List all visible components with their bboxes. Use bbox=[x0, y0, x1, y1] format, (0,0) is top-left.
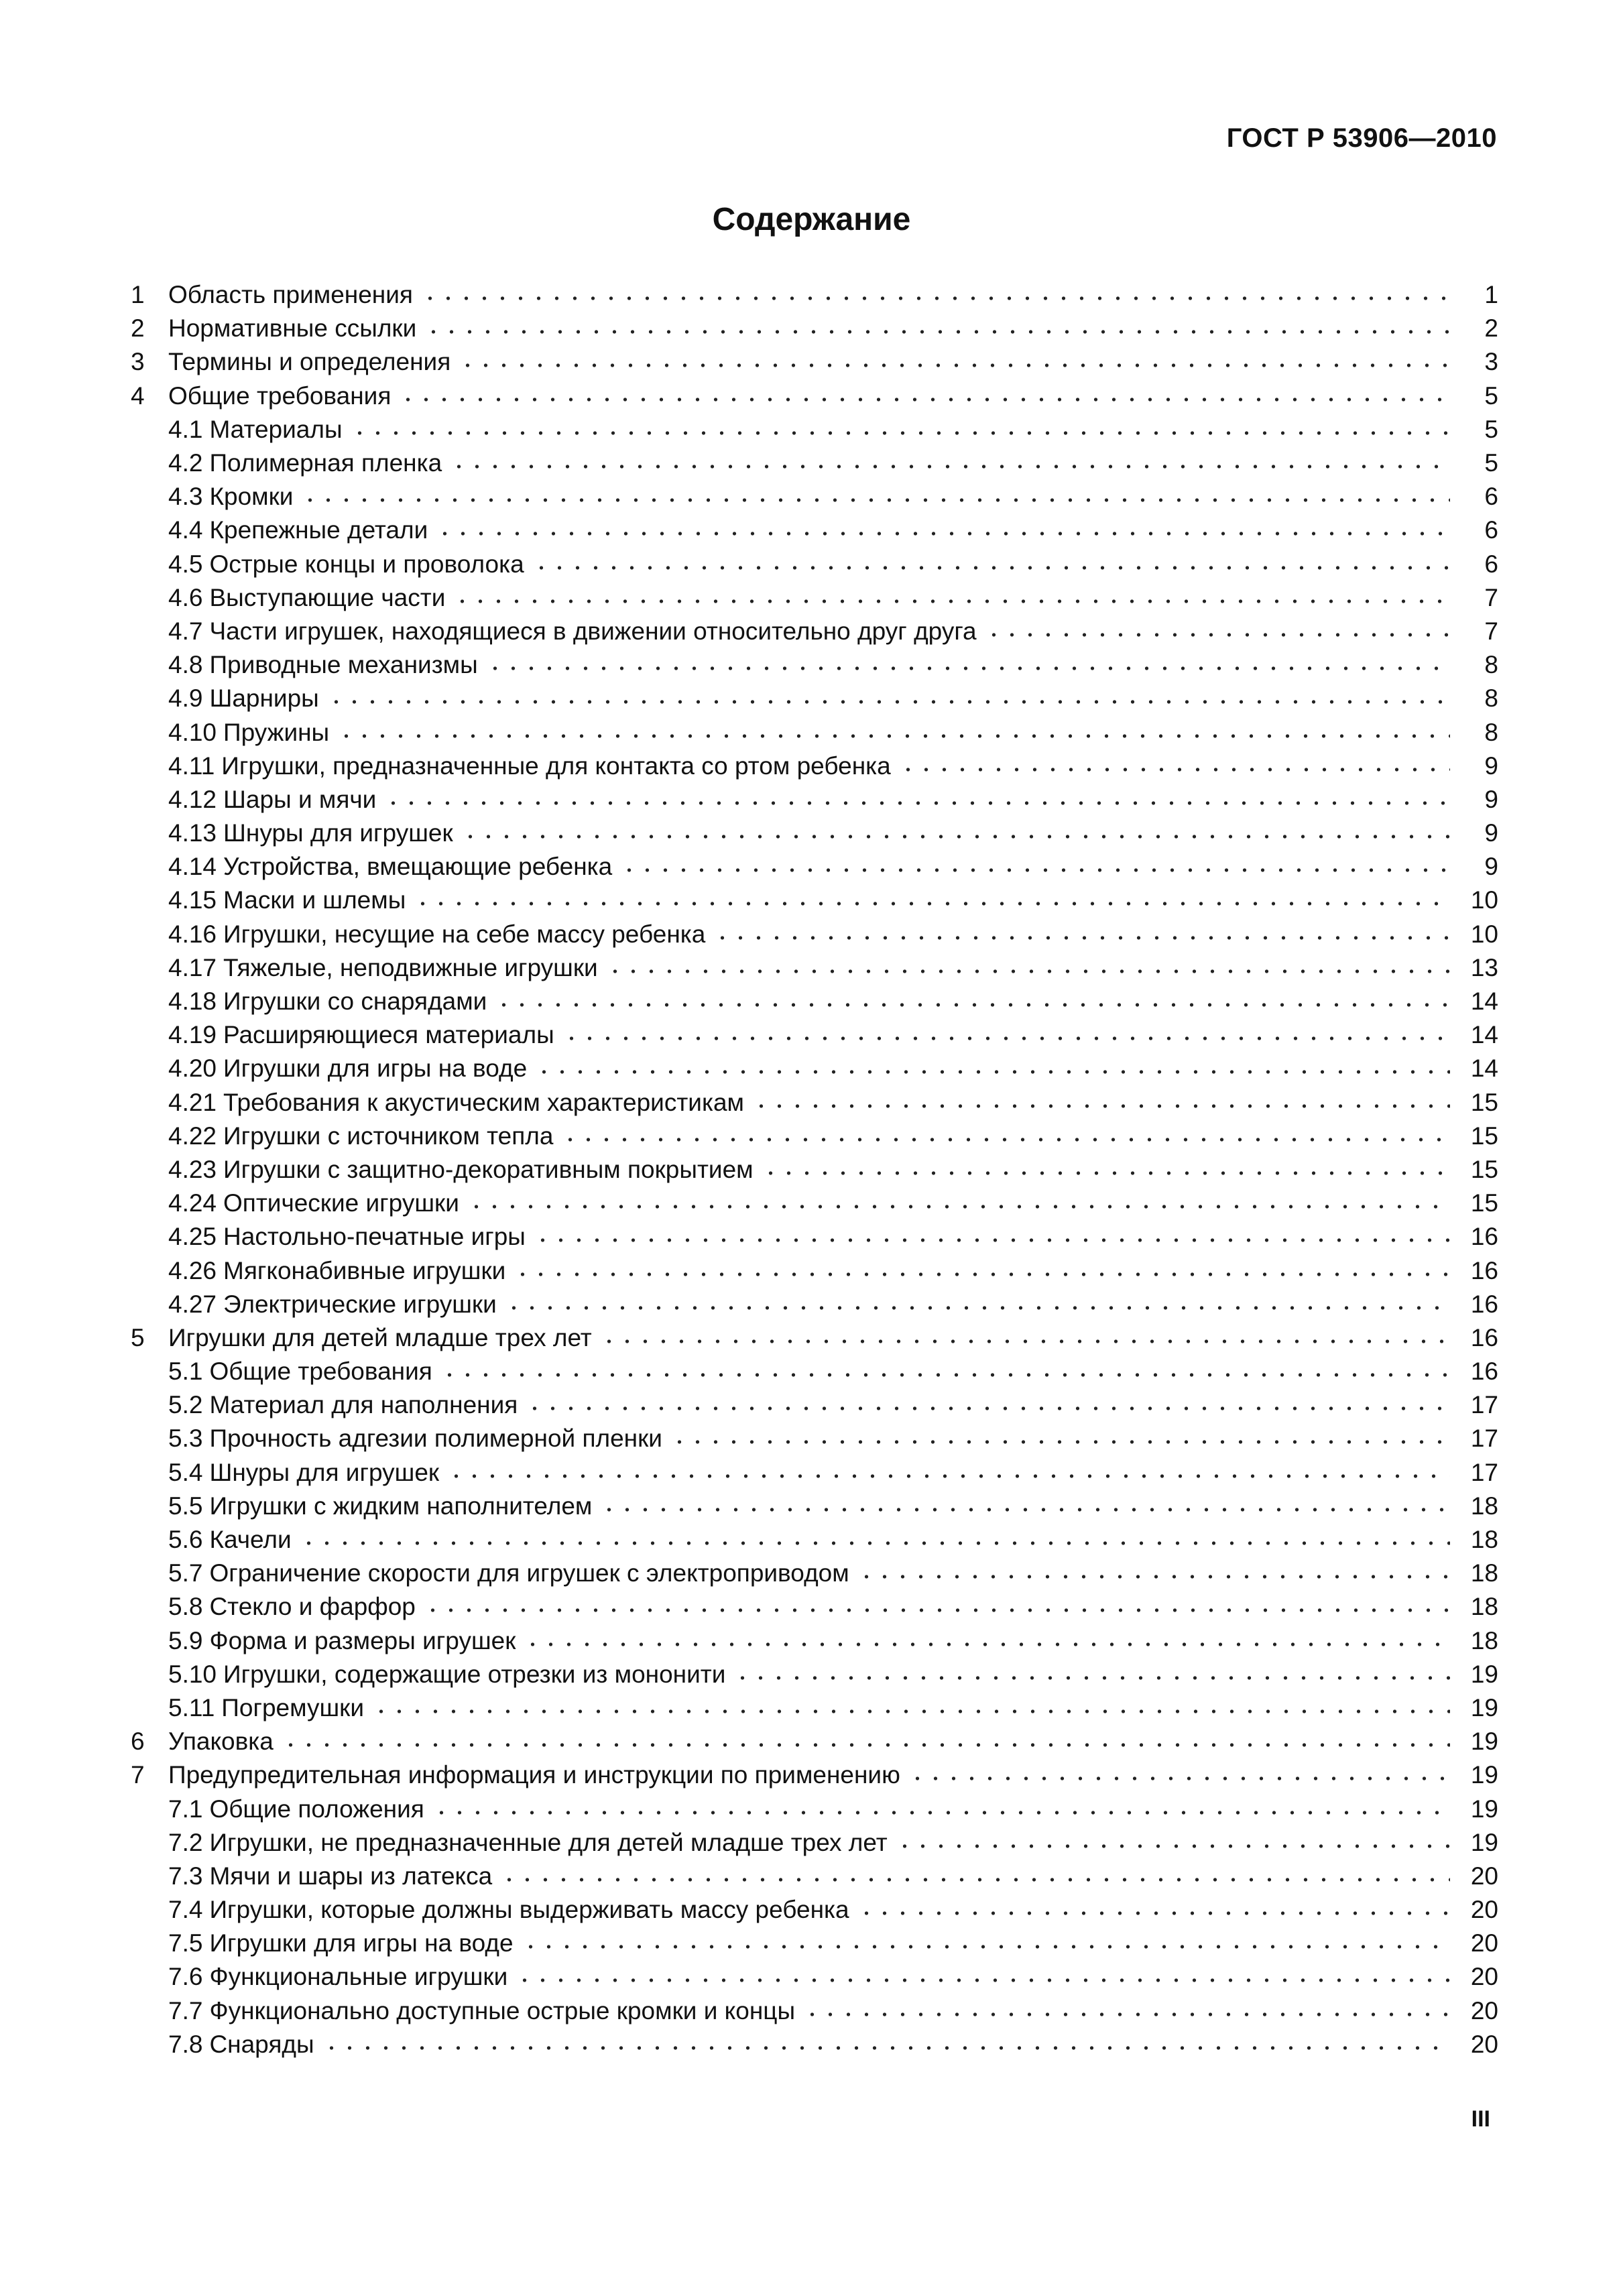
dot-leader bbox=[453, 591, 1450, 611]
toc-entry[interactable] bbox=[131, 2028, 1498, 2061]
toc-entry-page: 9 bbox=[1484, 819, 1498, 847]
toc-entry-title: Общие требования bbox=[168, 381, 392, 410]
toc-entry[interactable] bbox=[131, 918, 1498, 951]
toc-entry-title: Шнуры для игрушек bbox=[209, 1458, 440, 1486]
toc-entry[interactable] bbox=[131, 548, 1498, 581]
toc-entry-number: 4.8 bbox=[168, 651, 203, 679]
toc-entry-title: Острые концы и проволока bbox=[209, 550, 524, 578]
toc-entry-title: Пружины bbox=[223, 718, 330, 746]
dot-leader bbox=[372, 1701, 1450, 1721]
toc-entry-page: 19 bbox=[1470, 1761, 1498, 1789]
dot-leader bbox=[606, 961, 1450, 981]
toc-entry-page: 8 bbox=[1484, 684, 1498, 713]
toc-entry-number: 4.7 bbox=[168, 617, 203, 645]
toc-entry[interactable] bbox=[131, 1018, 1498, 1052]
toc-entry-number: 4.1 bbox=[168, 415, 203, 443]
dot-leader bbox=[505, 1298, 1450, 1318]
toc-entry[interactable] bbox=[131, 1893, 1498, 1927]
toc-entry-page: 15 bbox=[1470, 1088, 1498, 1116]
toc-entry-page: 18 bbox=[1470, 1626, 1498, 1654]
toc-entry[interactable] bbox=[131, 513, 1498, 547]
toc-entry-number: 4.18 bbox=[168, 987, 217, 1016]
toc-entry-title: Функционально доступные острые кромки и концы bbox=[209, 1996, 796, 2025]
toc-entry-page: 20 bbox=[1470, 1896, 1498, 1924]
toc-entry-page: 7 bbox=[1484, 617, 1498, 645]
toc-entry-number: 5.7 bbox=[168, 1559, 203, 1587]
toc-entry-page: 16 bbox=[1470, 1223, 1498, 1251]
dot-leader bbox=[495, 995, 1450, 1015]
toc-entry-number: 4.26 bbox=[168, 1256, 217, 1284]
dot-leader bbox=[896, 1836, 1450, 1856]
toc-entry-page: 13 bbox=[1470, 953, 1498, 981]
toc-entry[interactable] bbox=[131, 1523, 1498, 1557]
toc-entry-page: 14 bbox=[1470, 1021, 1498, 1049]
toc-entry-number: 4.23 bbox=[168, 1155, 217, 1183]
toc-entry-page: 19 bbox=[1470, 1795, 1498, 1823]
toc-entry[interactable] bbox=[131, 1860, 1498, 1893]
dot-leader bbox=[399, 389, 1450, 410]
toc-entry-page: 9 bbox=[1484, 751, 1498, 780]
toc-entry-page: 20 bbox=[1470, 1929, 1498, 1957]
toc-entry-title: Игрушки для игры на воде bbox=[223, 1054, 528, 1083]
toc-entry[interactable] bbox=[131, 1758, 1498, 1792]
toc-entry-title: Электрические игрушки bbox=[223, 1290, 497, 1318]
standard-designation: ГОСТ Р 53906—2010 bbox=[1226, 123, 1497, 153]
toc-entry-title: Предупредительная информация и инструкции по применению bbox=[168, 1761, 900, 1789]
dot-leader bbox=[301, 490, 1450, 510]
toc-entry-title: Игрушки, предназначенные для контакта со ртом ребенка bbox=[221, 751, 891, 780]
toc-entry-page: 3 bbox=[1484, 348, 1498, 376]
toc-entry[interactable] bbox=[131, 1960, 1498, 1994]
dot-leader bbox=[384, 793, 1450, 813]
toc-entry-title: Игрушки с жидким наполнителем bbox=[209, 1492, 593, 1520]
toc-entry-page: 8 bbox=[1484, 651, 1498, 679]
dot-leader bbox=[322, 2038, 1450, 2058]
toc-entry-number: 4.15 bbox=[168, 886, 217, 914]
toc-entry-page: 10 bbox=[1470, 920, 1498, 948]
toc-entry-title: Приводные механизмы bbox=[209, 651, 478, 679]
toc-entry-number: 4.9 bbox=[168, 684, 203, 713]
toc-entry-page: 17 bbox=[1470, 1425, 1498, 1453]
dot-leader bbox=[803, 2004, 1450, 2025]
dot-leader bbox=[532, 558, 1450, 578]
toc-entry-title: Игрушки для детей младше трех лет bbox=[168, 1323, 592, 1351]
toc-entry[interactable] bbox=[131, 985, 1498, 1018]
toc-entry[interactable] bbox=[131, 1120, 1498, 1153]
dot-leader bbox=[522, 1937, 1450, 1957]
dot-leader bbox=[899, 760, 1450, 780]
toc-entry-title: Мячи и шары из латекса bbox=[209, 1862, 493, 1890]
page-title: Содержание bbox=[712, 202, 911, 237]
toc-entry-number: 3 bbox=[131, 348, 145, 376]
toc-entry-title: Игрушки, не предназначенные для детей младше трех лет bbox=[209, 1828, 888, 1856]
toc-entry-page: 16 bbox=[1470, 1323, 1498, 1351]
toc-entry-number: 5.10 bbox=[168, 1660, 217, 1688]
toc-entry[interactable] bbox=[131, 1725, 1498, 1758]
toc-entry-number: 7.5 bbox=[168, 1929, 203, 1957]
toc-entry-page: 20 bbox=[1470, 1963, 1498, 1991]
dot-leader bbox=[337, 726, 1450, 746]
toc-entry-page: 1 bbox=[1484, 281, 1498, 309]
dot-leader bbox=[524, 1634, 1450, 1654]
toc-entry[interactable] bbox=[131, 1422, 1498, 1455]
toc-entry[interactable] bbox=[131, 951, 1498, 985]
toc-entry-number: 6 bbox=[131, 1728, 145, 1756]
toc-entry-page: 8 bbox=[1484, 718, 1498, 746]
toc-entry[interactable] bbox=[131, 480, 1498, 513]
toc-entry-number: 7.7 bbox=[168, 1996, 203, 2025]
toc-entry-page: 7 bbox=[1484, 583, 1498, 611]
toc-entry[interactable] bbox=[131, 648, 1498, 682]
dot-leader bbox=[421, 288, 1450, 308]
toc-entry[interactable] bbox=[131, 278, 1498, 312]
dot-leader bbox=[440, 1365, 1450, 1385]
toc-entry[interactable] bbox=[131, 1624, 1498, 1658]
dot-leader bbox=[447, 1466, 1450, 1486]
toc-entry[interactable] bbox=[131, 1590, 1498, 1624]
toc-entry-number: 4 bbox=[131, 381, 145, 410]
toc-entry-title: Общие положения bbox=[209, 1795, 424, 1823]
toc-entry-number: 7.4 bbox=[168, 1896, 203, 1924]
dot-leader bbox=[733, 1668, 1450, 1688]
toc-entry-page: 18 bbox=[1470, 1593, 1498, 1621]
dot-leader bbox=[486, 658, 1450, 678]
toc-entry-title: Полимерная пленка bbox=[209, 449, 442, 477]
toc-entry-number: 7.8 bbox=[168, 2030, 203, 2058]
toc-entry-number: 4.25 bbox=[168, 1223, 217, 1251]
toc-entry[interactable] bbox=[131, 850, 1498, 884]
toc-entry-page: 17 bbox=[1470, 1391, 1498, 1419]
toc-entry-title: Стекло и фарфор bbox=[209, 1593, 416, 1621]
toc-entry-page: 9 bbox=[1484, 853, 1498, 881]
toc-entry-page: 2 bbox=[1484, 314, 1498, 343]
toc-entry-page: 14 bbox=[1470, 1054, 1498, 1083]
toc-entry-title: Шарниры bbox=[209, 684, 319, 713]
toc-entry-number: 7.6 bbox=[168, 1963, 203, 1991]
toc-entry-title: Термины и определения bbox=[168, 348, 451, 376]
toc-entry-title: Упаковка bbox=[168, 1728, 274, 1756]
toc-entry-title: Качели bbox=[209, 1526, 292, 1554]
dot-leader bbox=[600, 1331, 1450, 1351]
dot-leader bbox=[424, 1600, 1450, 1620]
toc-entry-number: 5.11 bbox=[168, 1693, 215, 1721]
toc-entry-number: 7.1 bbox=[168, 1795, 203, 1823]
toc-entry-number: 5.3 bbox=[168, 1425, 203, 1453]
toc-entry-number: 7 bbox=[131, 1761, 145, 1789]
toc-entry-title: Материалы bbox=[209, 415, 343, 443]
dot-leader bbox=[414, 894, 1450, 914]
toc-entry[interactable] bbox=[131, 1826, 1498, 1860]
toc-entry-number: 4.3 bbox=[168, 483, 203, 511]
toc-entry-page: 16 bbox=[1470, 1357, 1498, 1386]
toc-entry-title: Устройства, вмещающие ребенка bbox=[223, 853, 613, 881]
toc-entry[interactable] bbox=[131, 1994, 1498, 2028]
toc-entry-title: Выступающие части bbox=[209, 583, 446, 611]
toc-entry[interactable] bbox=[131, 1691, 1498, 1725]
toc-entry[interactable] bbox=[131, 1490, 1498, 1523]
toc-entry[interactable] bbox=[131, 345, 1498, 379]
toc-entry-page: 18 bbox=[1470, 1526, 1498, 1554]
toc-entry[interactable] bbox=[131, 581, 1498, 615]
toc-entry-title: Оптические игрушки bbox=[223, 1189, 459, 1217]
toc-entry[interactable] bbox=[131, 1187, 1498, 1220]
toc-entry-title: Шары и мячи bbox=[223, 785, 377, 813]
toc-entry-number: 5.2 bbox=[168, 1391, 203, 1419]
dot-leader bbox=[857, 1903, 1450, 1923]
toc-entry-number: 4.12 bbox=[168, 785, 217, 813]
toc-entry-title: Игрушки, несущие на себе массу ребенка bbox=[223, 920, 706, 948]
toc-entry[interactable] bbox=[131, 1658, 1498, 1691]
toc-entry[interactable] bbox=[131, 1153, 1498, 1187]
dot-leader bbox=[300, 1533, 1450, 1553]
toc-entry-number: 4.5 bbox=[168, 550, 203, 578]
dot-leader bbox=[561, 1130, 1450, 1150]
toc-entry-page: 19 bbox=[1470, 1728, 1498, 1756]
toc-entry-title: Область применения bbox=[168, 281, 413, 309]
toc-entry-page: 19 bbox=[1470, 1660, 1498, 1688]
toc-entry-page: 9 bbox=[1484, 785, 1498, 813]
page-number: III bbox=[1471, 2106, 1490, 2132]
dot-leader bbox=[450, 457, 1450, 477]
toc-entry[interactable] bbox=[131, 884, 1498, 917]
toc-entry[interactable] bbox=[131, 1254, 1498, 1287]
toc-entry-page: 14 bbox=[1470, 987, 1498, 1016]
toc-entry-number: 4.2 bbox=[168, 449, 203, 477]
toc-entry-title: Погремушки bbox=[221, 1693, 364, 1721]
toc-entry-page: 5 bbox=[1484, 381, 1498, 410]
toc-entry-number: 4.16 bbox=[168, 920, 217, 948]
toc-entry-page: 18 bbox=[1470, 1559, 1498, 1587]
dot-leader bbox=[752, 1096, 1450, 1116]
toc-entry[interactable] bbox=[131, 446, 1498, 480]
dot-leader bbox=[857, 1567, 1450, 1587]
toc-entry[interactable] bbox=[131, 379, 1498, 413]
toc-entry[interactable] bbox=[131, 1388, 1498, 1422]
toc-entry-title: Части игрушек, находящиеся в движении относительно друг друга bbox=[209, 617, 977, 645]
toc-entry[interactable] bbox=[131, 413, 1498, 446]
toc-entry-title: Функциональные игрушки bbox=[209, 1963, 508, 1991]
toc-entry[interactable] bbox=[131, 749, 1498, 783]
toc-entry-number: 4.20 bbox=[168, 1054, 217, 1083]
toc-entry-number: 4.11 bbox=[168, 751, 215, 780]
toc-entry-title: Общие требования bbox=[209, 1357, 432, 1386]
toc-entry-title: Игрушки, которые должны выдерживать массу ребенка bbox=[209, 1896, 849, 1924]
toc-entry-page: 6 bbox=[1484, 550, 1498, 578]
toc-entry[interactable] bbox=[131, 1792, 1498, 1825]
dot-leader bbox=[535, 1062, 1450, 1082]
toc-entry-page: 16 bbox=[1470, 1256, 1498, 1284]
dot-leader bbox=[351, 423, 1450, 443]
toc-entry-number: 2 bbox=[131, 314, 145, 343]
dot-leader bbox=[461, 827, 1450, 847]
toc-entry[interactable] bbox=[131, 1355, 1498, 1388]
toc-entry-page: 18 bbox=[1470, 1492, 1498, 1520]
toc-entry-title: Материал для наполнения bbox=[209, 1391, 518, 1419]
toc-entry-number: 4.24 bbox=[168, 1189, 217, 1217]
dot-leader bbox=[459, 355, 1450, 375]
dot-leader bbox=[534, 1230, 1450, 1250]
toc-entry-page: 5 bbox=[1484, 415, 1498, 443]
toc-entry-page: 15 bbox=[1470, 1155, 1498, 1183]
toc-entry-number: 1 bbox=[131, 281, 145, 309]
toc-entry-title: Мягконабивные игрушки bbox=[223, 1256, 506, 1284]
dot-leader bbox=[432, 1803, 1450, 1823]
dot-leader bbox=[467, 1197, 1450, 1217]
toc-entry[interactable] bbox=[131, 1321, 1498, 1355]
toc-entry-page: 15 bbox=[1470, 1189, 1498, 1217]
dot-leader bbox=[985, 625, 1450, 645]
toc-entry[interactable] bbox=[131, 1220, 1498, 1254]
toc-entry-title: Шнуры для игрушек bbox=[223, 819, 453, 847]
toc-entry[interactable] bbox=[131, 312, 1498, 345]
toc-entry-title: Настольно-печатные игры bbox=[223, 1223, 526, 1251]
toc-entry-title: Тяжелые, неподвижные игрушки bbox=[223, 953, 598, 981]
toc-entry-number: 4.17 bbox=[168, 953, 217, 981]
toc-entry-number: 5.9 bbox=[168, 1626, 203, 1654]
toc-entry-number: 5.8 bbox=[168, 1593, 203, 1621]
toc-entry-page: 19 bbox=[1470, 1693, 1498, 1721]
dot-leader bbox=[713, 928, 1450, 948]
toc-entry-number: 5.5 bbox=[168, 1492, 203, 1520]
toc-entry[interactable] bbox=[131, 1927, 1498, 1960]
dot-leader bbox=[620, 860, 1450, 880]
dot-leader bbox=[500, 1870, 1450, 1890]
toc-entry[interactable] bbox=[131, 783, 1498, 817]
toc-entry-title: Требования к акустическим характеристикам bbox=[223, 1088, 744, 1116]
toc-entry[interactable] bbox=[131, 1052, 1498, 1085]
dot-leader bbox=[514, 1264, 1450, 1284]
toc-entry-page: 16 bbox=[1470, 1290, 1498, 1318]
toc-entry-title: Игрушки со снарядами bbox=[223, 987, 487, 1016]
toc-entry-title: Игрушки, содержащие отрезки из мононити bbox=[223, 1660, 726, 1688]
toc-entry-title: Расширяющиеся материалы bbox=[223, 1021, 554, 1049]
toc-entry-page: 15 bbox=[1470, 1122, 1498, 1150]
toc-entry-page: 5 bbox=[1484, 449, 1498, 477]
toc-entry[interactable] bbox=[131, 682, 1498, 715]
toc-entry-title: Маски и шлемы bbox=[223, 886, 406, 914]
toc-entry-page: 20 bbox=[1470, 1996, 1498, 2025]
toc-entry-number: 4.27 bbox=[168, 1290, 217, 1318]
toc-entry-number: 5 bbox=[131, 1323, 145, 1351]
toc-entry-title: Игрушки с защитно-декоративным покрытием bbox=[223, 1155, 754, 1183]
toc-entry[interactable] bbox=[131, 817, 1498, 850]
toc-entry-title: Нормативные ссылки bbox=[168, 314, 417, 343]
toc-entry-number: 4.10 bbox=[168, 718, 217, 746]
dot-leader bbox=[600, 1500, 1450, 1520]
toc-entry[interactable] bbox=[131, 1557, 1498, 1590]
toc-entry-number: 4.13 bbox=[168, 819, 217, 847]
toc-entry-page: 6 bbox=[1484, 516, 1498, 544]
table-of-contents bbox=[131, 278, 1498, 2061]
toc-entry-number: 4.19 bbox=[168, 1021, 217, 1049]
toc-entry-title: Ограничение скорости для игрушек с электроприводом bbox=[209, 1559, 849, 1587]
toc-entry-number: 4.4 bbox=[168, 516, 203, 544]
toc-entry-title: Форма и размеры игрушек bbox=[209, 1626, 516, 1654]
toc-entry-number: 4.6 bbox=[168, 583, 203, 611]
toc-entry-page: 6 bbox=[1484, 483, 1498, 511]
toc-entry-number: 4.14 bbox=[168, 853, 217, 881]
toc-entry-number: 5.6 bbox=[168, 1526, 203, 1554]
dot-leader bbox=[908, 1768, 1450, 1789]
toc-entry-title: Кромки bbox=[209, 483, 294, 511]
dot-leader bbox=[762, 1163, 1450, 1183]
dot-leader bbox=[516, 1970, 1450, 1990]
toc-entry-number: 5.4 bbox=[168, 1458, 203, 1486]
toc-entry-title: Прочность адгезии полимерной пленки bbox=[209, 1425, 662, 1453]
toc-entry-page: 20 bbox=[1470, 1862, 1498, 1890]
toc-entry-title: Игрушки с источником тепла bbox=[223, 1122, 554, 1150]
toc-entry-title: Снаряды bbox=[209, 2030, 314, 2058]
toc-entry-title: Игрушки для игры на воде bbox=[209, 1929, 514, 1957]
toc-entry-page: 10 bbox=[1470, 886, 1498, 914]
toc-entry-page: 17 bbox=[1470, 1458, 1498, 1486]
toc-entry-page: 19 bbox=[1470, 1828, 1498, 1856]
toc-entry[interactable] bbox=[131, 615, 1498, 648]
dot-leader bbox=[670, 1432, 1450, 1452]
dot-leader bbox=[282, 1735, 1450, 1755]
dot-leader bbox=[562, 1028, 1450, 1048]
dot-leader bbox=[424, 322, 1450, 342]
toc-entry-number: 4.21 bbox=[168, 1088, 217, 1116]
toc-entry-number: 4.22 bbox=[168, 1122, 217, 1150]
dot-leader bbox=[327, 692, 1450, 712]
toc-entry-number: 5.1 bbox=[168, 1357, 203, 1386]
toc-entry-number: 7.3 bbox=[168, 1862, 203, 1890]
toc-entry[interactable] bbox=[131, 1456, 1498, 1490]
toc-entry-number: 7.2 bbox=[168, 1828, 203, 1856]
toc-entry-page: 20 bbox=[1470, 2030, 1498, 2058]
dot-leader bbox=[436, 524, 1450, 544]
dot-leader bbox=[526, 1398, 1450, 1418]
toc-entry[interactable] bbox=[131, 715, 1498, 749]
toc-entry[interactable] bbox=[131, 1288, 1498, 1321]
toc-entry[interactable] bbox=[131, 1086, 1498, 1120]
toc-entry-title: Крепежные детали bbox=[209, 516, 428, 544]
